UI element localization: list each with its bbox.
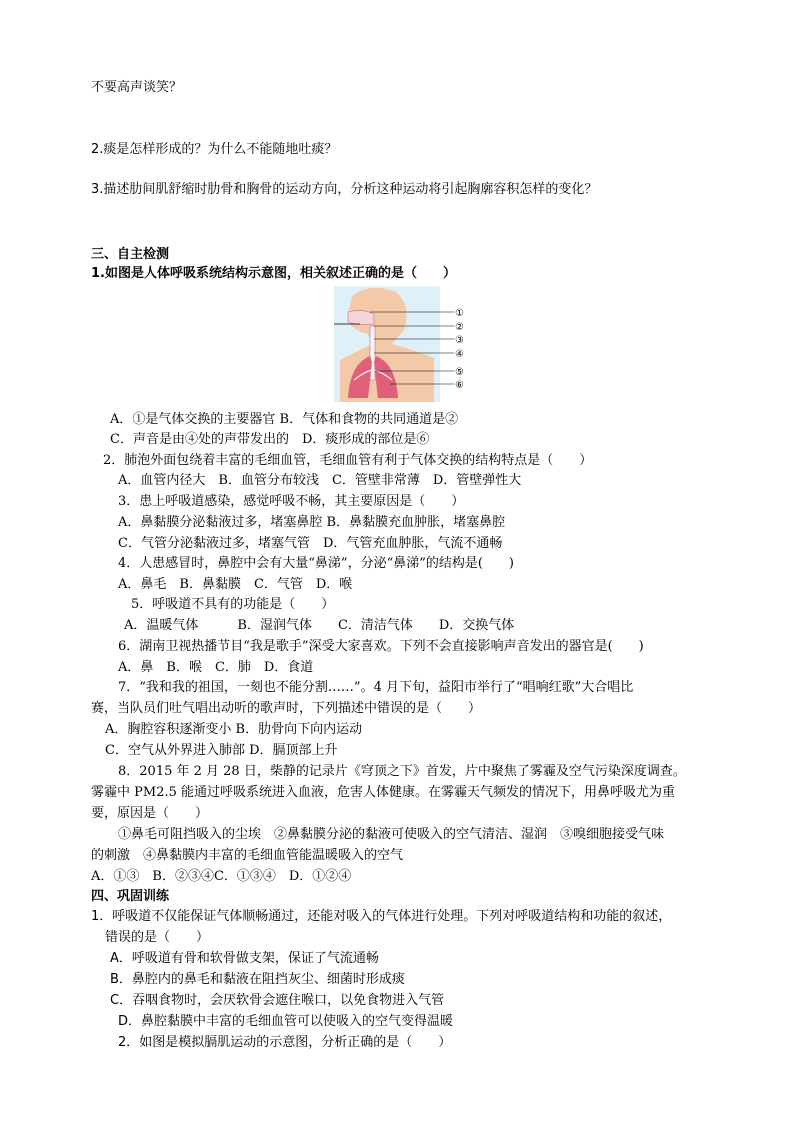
question-8-stem-line1: 8．2015 年 2 月 28 日，柴静的记录片《穹顶之下》首发，片中聚焦了雾霾及空气污染深度调查。 (118, 764, 686, 779)
question-2-options: A．血管内径大 B．血管分布较浅 C．管壁非常薄 D．管壁弹性大 (118, 473, 522, 488)
question-5-options: A．温暖气体 B．湿润气体 C．清洁气体 D．交换气体 (124, 618, 515, 633)
section-heading-self-test: 三、自主检测 (91, 247, 170, 262)
question-1-options-cd: C．声音是由④处的声带发出的 D．痰形成的部位是⑥ (110, 432, 430, 447)
question-2-stem: 2．肺泡外面包绕着丰富的毛细血管，毛细血管有利于气体交换的结构特点是（ ） (103, 453, 593, 468)
figure-label-2: ② (455, 322, 464, 333)
question-3-options-cd: C．气管分泌黏液过多，堵塞气管 D．气管充血肿胀，气流不通畅 (118, 536, 503, 551)
question-6-options: A．鼻 B．喉 C．肺 D．食道 (118, 660, 314, 675)
practice-1-option-b: B．鼻腔内的鼻毛和黏液在阻挡灰尘、细菌时形成痰 (110, 972, 405, 987)
question-8-statements-line2: 的刺激 ④鼻黏膜内丰富的毛细血管能温暖吸入的空气 (91, 848, 404, 863)
practice-1-option-a: A．呼吸道有骨和软骨做支架，保证了气流通畅 (110, 951, 379, 966)
question-8-statements-line1: ①鼻毛可阻挡吸入的尘埃 ②鼻黏膜分泌的黏液可使吸入的空气清洁、湿润 ③嗅细胞接受气味 (118, 827, 665, 842)
question-8-options: A．①③ B．②③④C．①③④ D．①②④ (91, 869, 352, 884)
question-8-stem-line2: 雾霾中 PM2.5 能通过呼吸系统进入血液，危害人体健康。在雾霾天气频发的情况下，用鼻呼吸尤为重 (91, 785, 675, 800)
practice-1-option-d: D．鼻腔黏膜中丰富的毛细血管可以使吸入的空气变得温暖 (118, 1014, 454, 1029)
question-phlegm: 2.痰是怎样形成的？为什么不能随地吐痰？ (91, 142, 338, 157)
nasal-cavity (348, 310, 374, 324)
question-1-stem: 1.如图是人体呼吸系统结构示意图，相关叙述正确的是（ ） (91, 266, 456, 281)
figure-label-4: ④ (455, 349, 464, 360)
question-8-stem-line3: 要，原因是（ ） (91, 806, 209, 821)
question-4-stem: 4．人患感冒时，鼻腔中会有大量“鼻涕”，分泌“鼻涕”的结构是( ) (118, 556, 514, 571)
question-1-options-ab: A．①是气体交换的主要器官 B．气体和食物的共同通道是② (110, 412, 459, 427)
practice-1-option-c: C．吞咽食物时，会厌软骨会遮住喉口，以免食物进入气管 (110, 993, 445, 1008)
respiratory-system-figure (334, 286, 470, 402)
figure-label-3: ③ (455, 335, 464, 346)
figure-label-1: ① (455, 308, 464, 319)
question-7-options-cd: C．空气从外界进入肺部 D．膈顶部上升 (105, 743, 338, 758)
question-6-stem: 6．湖南卫视热播节目“我是歌手”深受大家喜欢。下列不会直接影响声音发出的器官是( ) (118, 639, 644, 654)
question-4-options: A．鼻毛 B．鼻黏膜 C．气管 D．喉 (118, 577, 353, 592)
question-5-stem: 5．呼吸道不具有的功能是（ ） (131, 597, 335, 612)
practice-1-stem-line1: 1．呼吸道不仅能保证气体顺畅通过，还能对吸入的气体进行处理。下列对呼吸道结构和功能的叙述， (91, 909, 672, 924)
question-7-options-ab: A．胸腔容积逐渐变小 B．肋骨向下向内运动 (105, 722, 363, 737)
figure-label-5: ⑤ (455, 367, 464, 378)
question-fragment: 不要高声谈笑？ (91, 80, 183, 95)
question-ribs: 3.描述肋间肌舒缩时肋骨和胸骨的运动方向，分析这种运动将引起胸廓容积怎样的变化？ (91, 182, 598, 197)
practice-2-stem: 2．如图是模拟膈肌运动的示意图，分析正确的是（ ） (118, 1035, 452, 1050)
practice-1-stem-line2: 错误的是（ ） (105, 930, 210, 945)
question-7-stem-line1: 7．“我和我的祖国，一刻也不能分割……”。4 月下旬，益阳市举行了“唱响红歌”大合唱比 (118, 680, 634, 695)
question-3-stem: 3．患上呼吸道感染，感觉呼吸不畅，其主要原因是（ ） (118, 494, 465, 509)
question-7-stem-line2: 赛，当队员们吐气唱出动听的歌声时，下列描述中错误的是（ ） (91, 701, 482, 716)
question-3-options-ab: A．鼻黏膜分泌黏液过多，堵塞鼻腔 B．鼻黏膜充血肿胀，堵塞鼻腔 (118, 515, 506, 530)
section-heading-consolidation: 四、巩固训练 (91, 889, 170, 904)
figure-label-6: ⑥ (455, 380, 464, 391)
